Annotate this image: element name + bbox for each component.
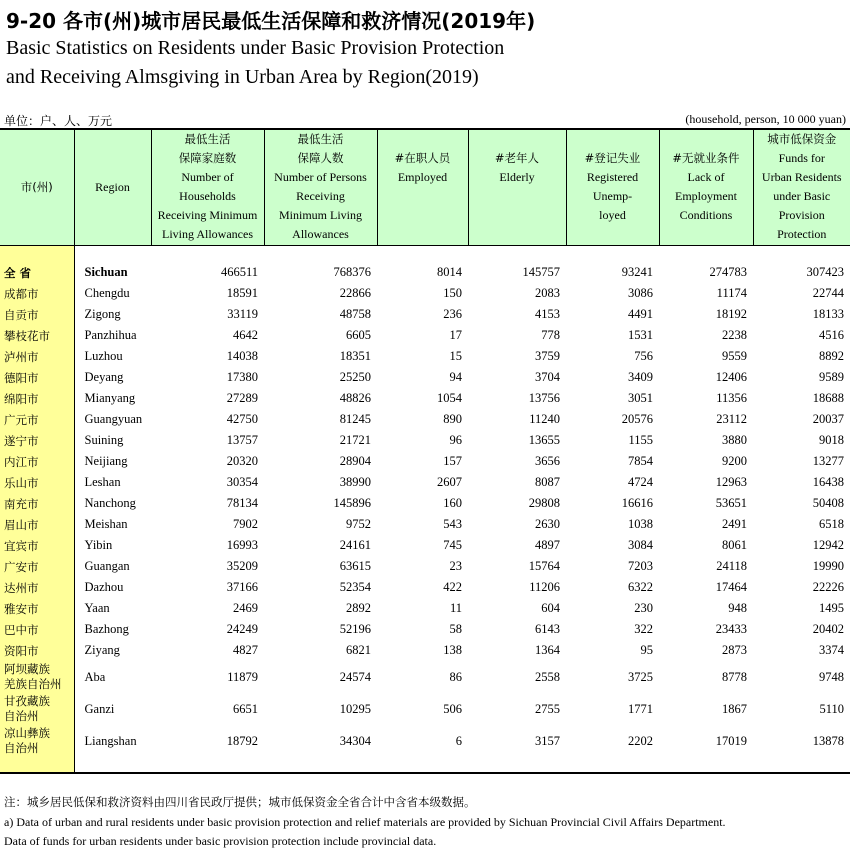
value-cell: 9748 [819, 669, 844, 684]
value-cell: 48826 [339, 391, 371, 405]
value-cell: 2607 [437, 475, 462, 489]
value-cell: 48758 [339, 307, 371, 321]
value-cell: 24574 [339, 669, 371, 684]
value-cell: 8014 [437, 265, 462, 279]
value-cell: 7902 [233, 517, 258, 531]
header-label-en: Number of Persons Receiving Minimum Living Allowances [274, 170, 367, 241]
table-row [0, 661, 850, 693]
value-cell: 24161 [339, 538, 371, 552]
value-cell: 33119 [227, 307, 258, 321]
value-cell: 138 [443, 643, 462, 657]
header-label-cn: 最低生活 保障人数 [297, 132, 344, 165]
region-name-cn: 攀枝花市 [0, 325, 74, 346]
region-name-cn: 眉山市 [0, 514, 74, 535]
value-cell: 22866 [339, 286, 371, 300]
value-cell: 22744 [812, 286, 844, 300]
region-name-cn: 甘孜藏族 自治州 [0, 693, 74, 725]
value-cell: 4827 [233, 643, 258, 657]
value-cell: 15 [449, 349, 462, 363]
spacer-cell [74, 757, 151, 773]
table-row [0, 640, 850, 661]
spacer-cell [753, 246, 850, 263]
region-name-cn: 遂宁市 [0, 430, 74, 451]
spacer-cell [264, 757, 377, 773]
region-name-cn: 南充市 [0, 493, 74, 514]
value-cell: 8061 [722, 538, 747, 552]
region-name-cn: 内江市 [0, 451, 74, 472]
value-cell: 4153 [535, 307, 560, 321]
value-cell: 3725 [628, 669, 653, 684]
value-cell: 5110 [819, 701, 844, 716]
value-cell: 2873 [722, 643, 747, 657]
table-row [0, 514, 850, 535]
header-row [0, 129, 850, 246]
value-cell: 34304 [339, 733, 371, 748]
value-cell: 604 [541, 601, 560, 615]
note-en-line2: Data of funds for urban residents under basic provision protection include provincial data. [4, 834, 437, 848]
value-cell: 4724 [628, 475, 653, 489]
value-cell: 1364 [535, 643, 560, 657]
table-title-cn: 9-20 各市(州)城市居民最低生活保障和救济情况(2019年) [6, 9, 536, 33]
spacer-cell [566, 757, 659, 773]
region-name-cn: 宜宾市 [0, 535, 74, 556]
header-cell [753, 129, 850, 246]
table-row [0, 430, 850, 451]
region-name-en: Luzhou [84, 349, 123, 363]
value-cell: 6518 [819, 517, 844, 531]
table-row [0, 493, 850, 514]
value-cell: 24118 [716, 559, 747, 573]
header-label-cn: 最低生活 保障家庭数 [178, 132, 237, 165]
value-cell: 274783 [709, 265, 747, 279]
table-row [0, 409, 850, 430]
value-cell: 25250 [339, 370, 371, 384]
header-label-en: Registered Unemp- loyed [586, 170, 639, 222]
value-cell: 20037 [812, 412, 844, 426]
value-cell: 230 [634, 601, 653, 615]
value-cell: 6821 [346, 643, 371, 657]
header-label-cn: #在职人员 [394, 151, 451, 165]
value-cell: 50408 [812, 496, 844, 510]
region-name-cn: 凉山彝族 自治州 [0, 725, 74, 757]
value-cell: 95 [640, 643, 653, 657]
value-cell: 52196 [339, 622, 371, 636]
note-en-line1: a) Data of urban and rural residents under basic provision protection and relief materials are provided by Sichuan Provincial Civil Affairs Department. [4, 815, 726, 829]
header-cell [566, 129, 659, 246]
value-cell: 6322 [628, 580, 653, 594]
value-cell: 12406 [715, 370, 747, 384]
header-cell [659, 129, 753, 246]
value-cell: 3086 [628, 286, 653, 300]
region-name-en: Chengdu [84, 286, 130, 300]
value-cell: 307423 [806, 265, 844, 279]
value-cell: 8087 [535, 475, 560, 489]
value-cell: 37166 [226, 580, 258, 594]
region-name-en: Neijiang [84, 454, 128, 468]
spacer-cell [74, 246, 151, 263]
table-row [0, 577, 850, 598]
value-cell: 6651 [233, 701, 258, 716]
header-cell [74, 129, 151, 246]
region-name-cn: 广安市 [0, 556, 74, 577]
table-row [0, 346, 850, 367]
region-name-en: Yaan [84, 601, 110, 615]
spacer-cell [659, 246, 753, 263]
value-cell: 10295 [339, 701, 371, 716]
value-cell: 42750 [226, 412, 258, 426]
value-cell: 17019 [715, 733, 747, 748]
region-name-en: Sichuan [84, 265, 128, 279]
value-cell: 150 [443, 286, 462, 300]
value-cell: 2202 [628, 733, 653, 748]
value-cell: 15764 [528, 559, 560, 573]
header-cell [264, 129, 377, 246]
table-body [0, 246, 850, 774]
value-cell: 18351 [339, 349, 371, 363]
table-row [0, 556, 850, 577]
value-cell: 7854 [628, 454, 653, 468]
value-cell: 16438 [812, 475, 844, 489]
header-label-en: Funds for Urban Residents under Basic Provision Protection [761, 151, 842, 241]
header-label-cn: #登记失业 [584, 151, 641, 165]
value-cell: 3704 [535, 370, 560, 384]
value-cell: 4897 [535, 538, 560, 552]
value-cell: 1495 [819, 601, 844, 615]
statistics-table [0, 128, 850, 773]
value-cell: 21721 [339, 433, 371, 447]
value-cell: 145757 [522, 265, 560, 279]
value-cell: 13655 [528, 433, 560, 447]
value-cell: 1054 [437, 391, 462, 405]
value-cell: 236 [443, 307, 462, 321]
table-row [0, 535, 850, 556]
value-cell: 17 [449, 328, 462, 342]
value-cell: 3759 [535, 349, 560, 363]
spacer-row [0, 246, 850, 263]
region-name-cn: 雅安市 [0, 598, 74, 619]
value-cell: 16993 [226, 538, 258, 552]
value-cell: 2892 [346, 601, 371, 615]
value-cell: 14038 [226, 349, 258, 363]
table-row [0, 619, 850, 640]
value-cell: 3157 [535, 733, 560, 748]
region-name-en: Ziyang [84, 643, 120, 657]
value-cell: 24249 [226, 622, 258, 636]
table-row [0, 472, 850, 493]
table-row [0, 451, 850, 472]
value-cell: 18688 [812, 391, 844, 405]
value-cell: 52354 [339, 580, 371, 594]
spacer-cell [377, 246, 468, 263]
value-cell: 778 [541, 328, 560, 342]
spacer-cell [566, 246, 659, 263]
region-name-cn: 自贡市 [0, 304, 74, 325]
value-cell: 38990 [339, 475, 371, 489]
value-cell: 3409 [628, 370, 653, 384]
spacer-cell [468, 757, 566, 773]
value-cell: 17464 [715, 580, 747, 594]
value-cell: 17380 [226, 370, 258, 384]
spacer-cell [659, 757, 753, 773]
region-name-cn: 绵阳市 [0, 388, 74, 409]
value-cell: 948 [728, 601, 747, 615]
value-cell: 11 [449, 601, 462, 615]
region-name-cn: 德阳市 [0, 367, 74, 388]
spacer-cell [151, 757, 264, 773]
value-cell: 1771 [628, 701, 653, 716]
value-cell: 1867 [722, 701, 747, 716]
region-name-cn: 广元市 [0, 409, 74, 430]
region-name-en: Leshan [84, 475, 121, 489]
value-cell: 23 [449, 559, 462, 573]
region-name-cn: 巴中市 [0, 619, 74, 640]
value-cell: 13878 [812, 733, 844, 748]
value-cell: 6605 [346, 328, 371, 342]
value-cell: 18192 [715, 307, 747, 321]
spacer-cell [377, 757, 468, 773]
value-cell: 18591 [226, 286, 258, 300]
value-cell: 13756 [528, 391, 560, 405]
region-name-en: Guangan [84, 559, 130, 573]
value-cell: 160 [443, 496, 462, 510]
value-cell: 2755 [535, 701, 560, 716]
value-cell: 768376 [333, 265, 371, 279]
value-cell: 3656 [535, 454, 560, 468]
value-cell: 13757 [226, 433, 258, 447]
value-cell: 63615 [339, 559, 371, 573]
spacer-cell [468, 246, 566, 263]
value-cell: 2491 [722, 517, 747, 531]
value-cell: 9589 [819, 370, 844, 384]
table-row [0, 388, 850, 409]
value-cell: 9559 [722, 349, 747, 363]
value-cell: 19990 [812, 559, 844, 573]
table-row [0, 725, 850, 757]
region-name-en: Suining [84, 433, 124, 447]
region-name-cn: 乐山市 [0, 472, 74, 493]
region-name-cn: 达州市 [0, 577, 74, 598]
spacer-cell [151, 246, 264, 263]
value-cell: 20576 [621, 412, 653, 426]
value-cell: 20402 [812, 622, 844, 636]
value-cell: 22226 [812, 580, 844, 594]
region-name-en: Dazhou [84, 580, 124, 594]
value-cell: 53651 [715, 496, 747, 510]
value-cell: 4491 [628, 307, 653, 321]
region-name-cn: 成都市 [0, 283, 74, 304]
value-cell: 11240 [529, 412, 560, 426]
value-cell: 35209 [226, 559, 258, 573]
header-cell [468, 129, 566, 246]
spacer-cell [753, 757, 850, 773]
region-name-cn: 泸州市 [0, 346, 74, 367]
header-label-en: Lack of Employment Conditions [675, 170, 737, 222]
table-row [0, 598, 850, 619]
value-cell: 94 [449, 370, 462, 384]
value-cell: 3374 [819, 643, 844, 657]
region-name-en: Nanchong [84, 496, 136, 510]
value-cell: 506 [443, 701, 462, 716]
value-cell: 422 [443, 580, 462, 594]
value-cell: 29808 [528, 496, 560, 510]
region-name-cn: 资阳市 [0, 640, 74, 661]
value-cell: 28904 [339, 454, 371, 468]
region-name-en: Liangshan [84, 733, 137, 748]
header-cell [151, 129, 264, 246]
value-cell: 11356 [716, 391, 747, 405]
value-cell: 23433 [715, 622, 747, 636]
region-name-en: Zigong [84, 307, 121, 321]
header-label-en: Elderly [499, 170, 535, 184]
value-cell: 11879 [227, 669, 258, 684]
value-cell: 30354 [226, 475, 258, 489]
value-cell: 322 [634, 622, 653, 636]
value-cell: 12942 [812, 538, 844, 552]
region-name-en: Deyang [84, 370, 124, 384]
spacer-row [0, 757, 850, 773]
value-cell: 8892 [819, 349, 844, 363]
spacer-cell [0, 757, 74, 773]
table-title-en-line1: Basic Statistics on Residents under Basic Provision Protection [6, 37, 505, 59]
header-label-cn: 城市低保资金 [767, 132, 837, 146]
header-label-cn: 市(州) [20, 180, 53, 194]
value-cell: 890 [443, 412, 462, 426]
value-cell: 3880 [722, 433, 747, 447]
value-cell: 20320 [226, 454, 258, 468]
value-cell: 86 [449, 669, 462, 684]
total-row [0, 262, 850, 283]
header-label-cn: #老年人 [494, 151, 540, 165]
region-name-cn: 全 省 [0, 262, 74, 283]
value-cell: 27289 [226, 391, 258, 405]
value-cell: 4642 [233, 328, 258, 342]
note-cn: 注：城乡居民低保和救济资料由四川省民政厅提供；城市低保资金全省合计中含省本级数据。 [4, 795, 476, 809]
table-row [0, 304, 850, 325]
value-cell: 8778 [722, 669, 747, 684]
value-cell: 23112 [716, 412, 747, 426]
value-cell: 466511 [220, 265, 258, 279]
value-cell: 157 [443, 454, 462, 468]
value-cell: 1155 [628, 433, 653, 447]
unit-label-en: (household, person, 10 000 yuan) [685, 112, 846, 126]
value-cell: 756 [634, 349, 653, 363]
value-cell: 3051 [628, 391, 653, 405]
table-row [0, 693, 850, 725]
header-label-cn: #无就业条件 [672, 151, 740, 165]
table-row [0, 325, 850, 346]
value-cell: 9752 [346, 517, 371, 531]
value-cell: 2630 [535, 517, 560, 531]
region-name-cn: 阿坝藏族 羌族自治州 [0, 661, 74, 693]
value-cell: 96 [449, 433, 462, 447]
value-cell: 745 [443, 538, 462, 552]
table-bottom-rule [0, 772, 850, 774]
value-cell: 18133 [812, 307, 844, 321]
header-label-en: Region [95, 180, 130, 194]
region-name-en: Yibin [84, 538, 113, 552]
spacer-cell [0, 246, 74, 263]
value-cell: 145896 [333, 496, 371, 510]
table-title-en-line2: and Receiving Almsgiving in Urban Area by Region(2019) [6, 66, 479, 88]
header-cell [0, 129, 74, 246]
unit-label-cn: 单位：户、人、万元 [4, 114, 113, 128]
value-cell: 6143 [535, 622, 560, 636]
value-cell: 78134 [226, 496, 258, 510]
value-cell: 16616 [621, 496, 653, 510]
value-cell: 2469 [233, 601, 258, 615]
table-row [0, 283, 850, 304]
value-cell: 9018 [819, 433, 844, 447]
region-name-en: Aba [84, 669, 106, 684]
spacer-cell [264, 246, 377, 263]
value-cell: 1531 [628, 328, 653, 342]
value-cell: 12963 [715, 475, 747, 489]
value-cell: 2558 [535, 669, 560, 684]
region-name-en: Panzhihua [84, 328, 137, 342]
header-cell [377, 129, 468, 246]
value-cell: 18792 [226, 733, 258, 748]
region-name-en: Mianyang [84, 391, 136, 405]
value-cell: 11206 [529, 580, 560, 594]
value-cell: 81245 [339, 412, 371, 426]
table-row [0, 367, 850, 388]
value-cell: 7203 [628, 559, 653, 573]
header-label-en: Number of Households Receiving Minimum Living Allowances [157, 170, 258, 241]
value-cell: 3084 [628, 538, 653, 552]
value-cell: 6 [455, 733, 462, 748]
region-name-en: Ganzi [84, 701, 115, 716]
header-label-en: Employed [397, 170, 448, 184]
value-cell: 543 [443, 517, 462, 531]
value-cell: 13277 [812, 454, 844, 468]
value-cell: 4516 [819, 328, 844, 342]
value-cell: 58 [449, 622, 462, 636]
value-cell: 1038 [628, 517, 653, 531]
region-name-en: Bazhong [84, 622, 129, 636]
value-cell: 93241 [621, 265, 653, 279]
region-name-en: Guangyuan [84, 412, 143, 426]
value-cell: 11174 [716, 286, 747, 300]
region-name-en: Meishan [84, 517, 128, 531]
value-cell: 2238 [722, 328, 747, 342]
value-cell: 2083 [535, 286, 560, 300]
value-cell: 9200 [722, 454, 747, 468]
